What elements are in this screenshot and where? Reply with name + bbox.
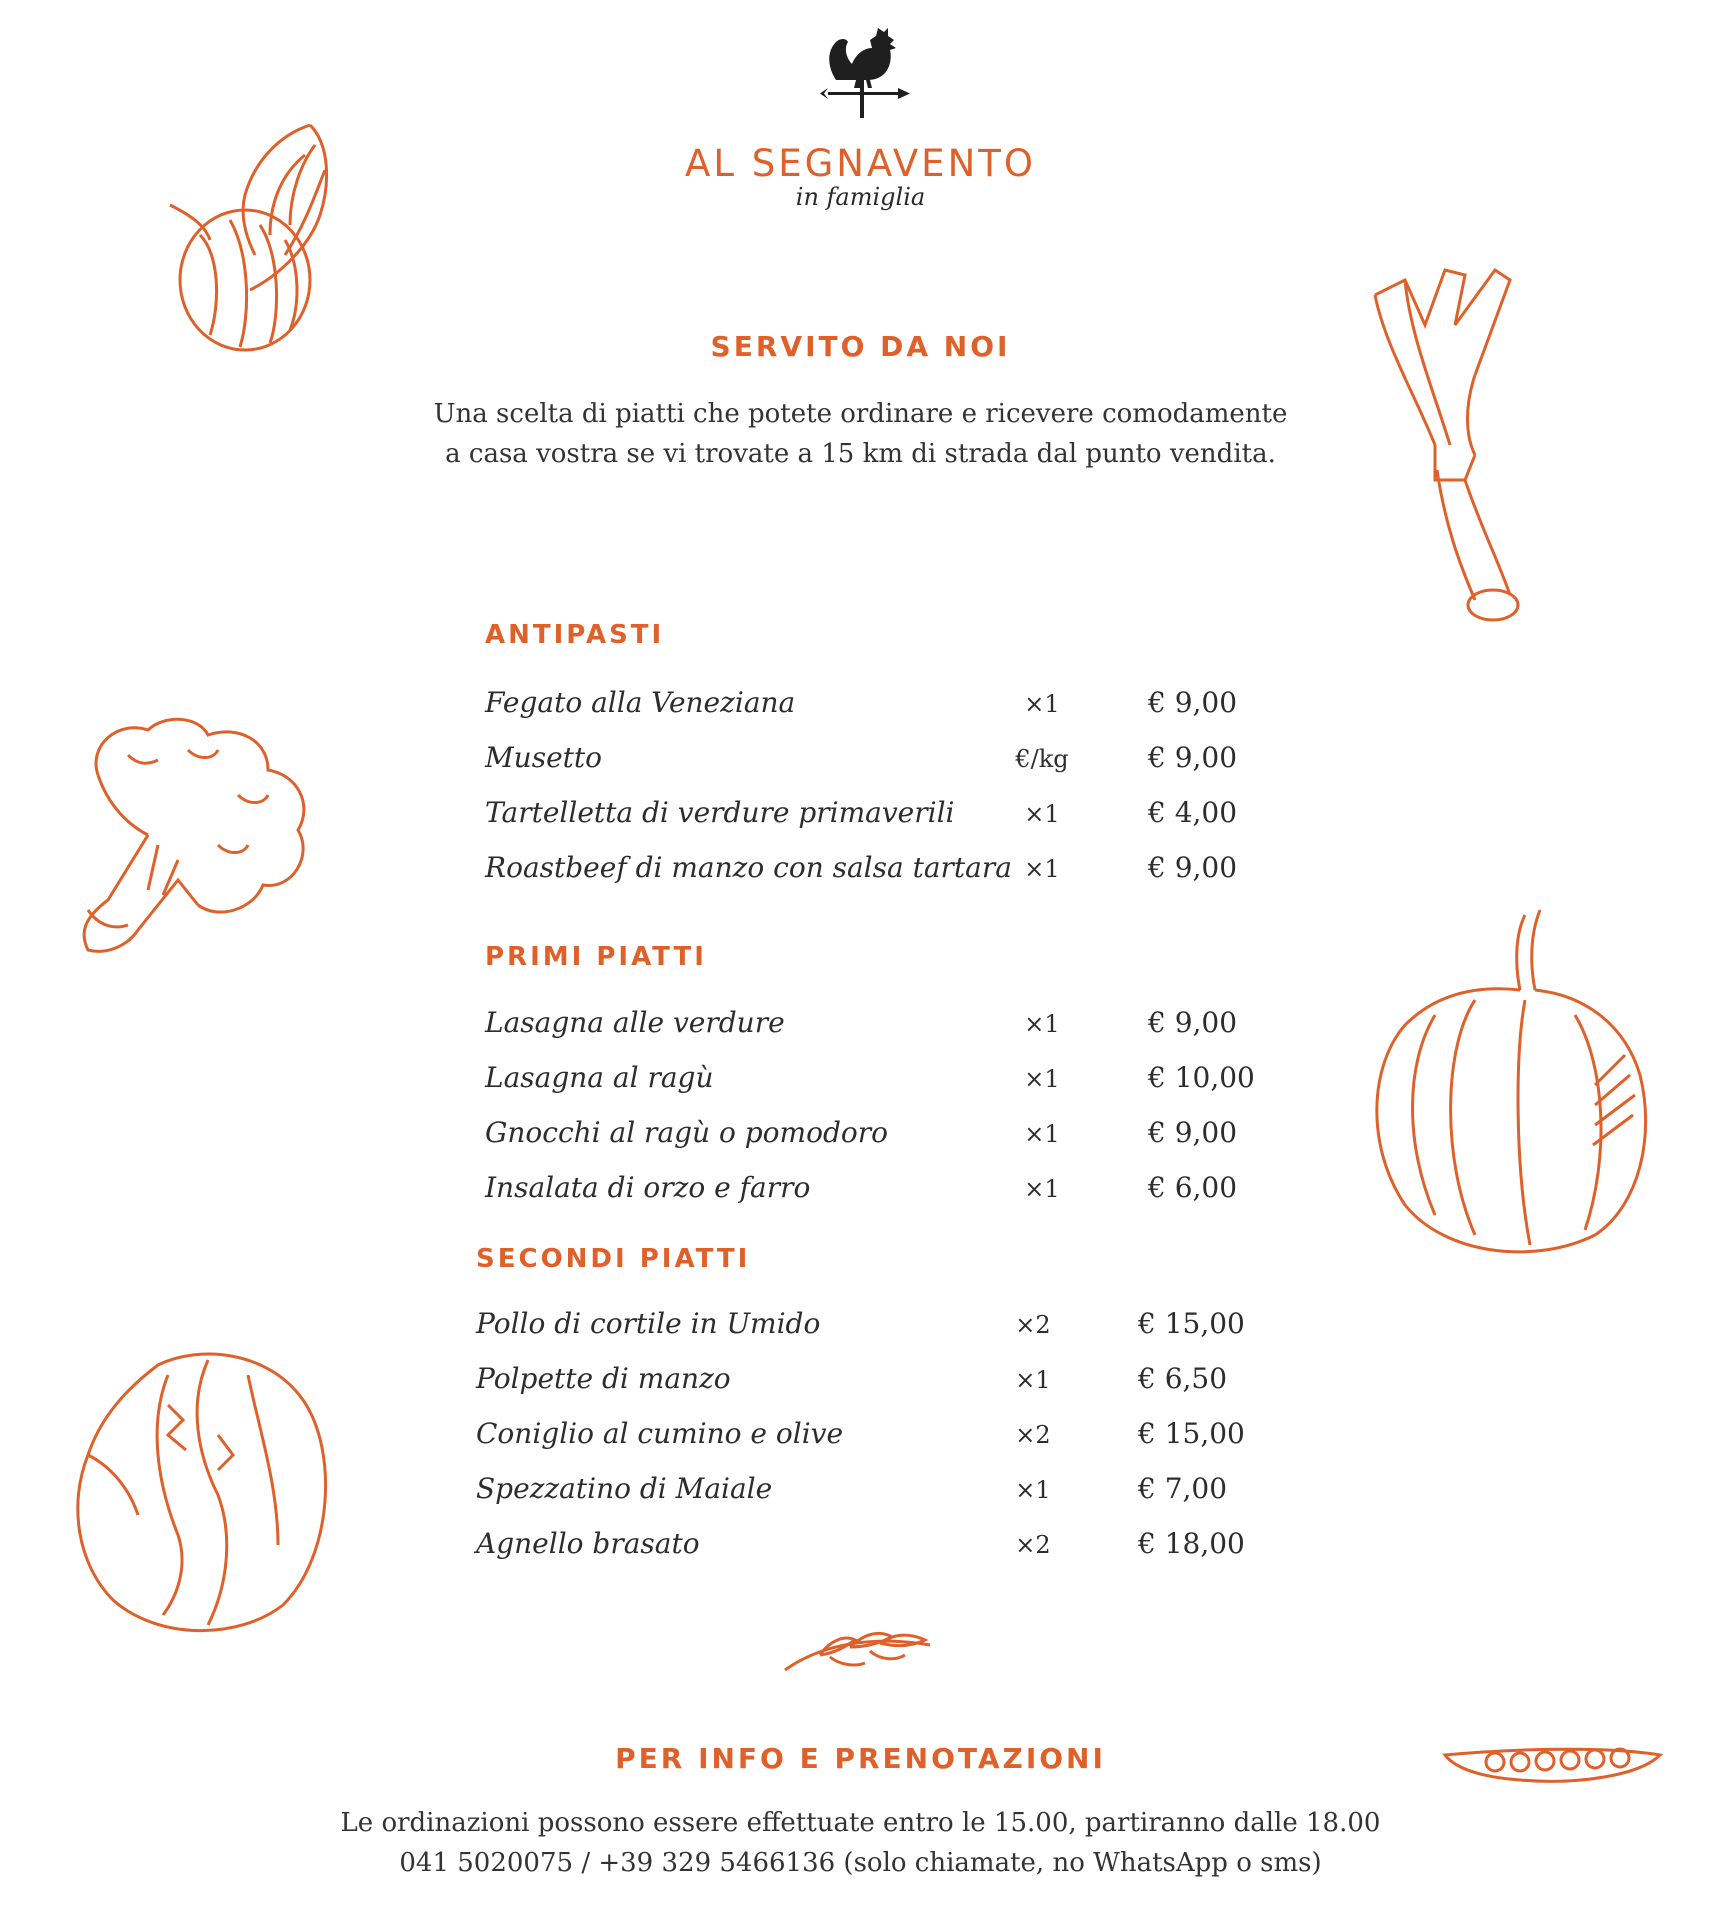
menu-item-name: Roastbeef di manzo con salsa tartara <box>485 851 1012 884</box>
category-antipasti-title: ANTIPASTI <box>485 620 665 650</box>
intro-title: SERVITO DA NOI <box>710 330 1011 363</box>
menu-item-price: € 18,00 <box>1138 1527 1245 1560</box>
menu-item-name: Lasagna alle verdure <box>485 1006 785 1039</box>
menu-item-price: € 9,00 <box>1148 851 1238 884</box>
menu-item-qty: ×1 <box>1015 1366 1051 1394</box>
brand-name: AL SEGNAVENTO <box>685 142 1036 185</box>
menu-item-name: Coniglio al cumino e olive <box>476 1417 844 1450</box>
menu-item-name: Tartelletta di verdure primaverili <box>485 796 955 829</box>
menu-item-qty: ×1 <box>1024 690 1060 718</box>
leaf-icon <box>780 1625 940 1675</box>
footer-order-info: Le ordinazioni possono essere effettuate entro le 15.00, partiranno dalle 18.00 <box>340 1808 1381 1838</box>
category-primi-title: PRIMI PIATTI <box>485 942 707 972</box>
menu-item-price: € 4,00 <box>1148 796 1238 829</box>
menu-item-name: Insalata di orzo e farro <box>485 1171 811 1204</box>
intro-line-2: a casa vostra se vi trovate a 15 km di strada dal punto vendita. <box>445 439 1276 469</box>
menu-item-name: Lasagna al ragù <box>485 1061 714 1094</box>
menu-item-price: € 6,50 <box>1138 1362 1228 1395</box>
menu-item-name: Pollo di cortile in Umido <box>476 1307 821 1340</box>
menu-item-qty: ×1 <box>1024 855 1060 883</box>
menu-item-price: € 9,00 <box>1148 1116 1238 1149</box>
menu-item-price: € 7,00 <box>1138 1472 1228 1505</box>
menu-item-name: Fegato alla Veneziana <box>485 686 796 719</box>
menu-item-qty: ×1 <box>1024 1065 1060 1093</box>
pea-pod-icon <box>1440 1740 1665 1790</box>
menu-item-price: € 9,00 <box>1148 741 1238 774</box>
menu-item-qty: ×1 <box>1024 1175 1060 1203</box>
menu-item-qty: ×2 <box>1015 1531 1051 1559</box>
menu-item-qty: €/kg <box>1015 745 1069 773</box>
menu-item-qty: ×1 <box>1015 1476 1051 1504</box>
menu-item-price: € 15,00 <box>1138 1307 1245 1340</box>
menu-item-name: Spezzatino di Maiale <box>476 1472 773 1505</box>
footer-phone-info: 041 5020075 / +39 329 5466136 (solo chiamate, no WhatsApp o sms) <box>399 1848 1322 1878</box>
menu-item-name: Gnocchi al ragù o pomodoro <box>485 1116 888 1149</box>
rooster-weathervane-icon <box>806 18 916 128</box>
menu-item-qty: ×2 <box>1015 1311 1051 1339</box>
category-secondi-title: SECONDI PIATTI <box>476 1244 751 1274</box>
menu-item-qty: ×1 <box>1024 800 1060 828</box>
menu-item-price: € 6,00 <box>1148 1171 1238 1204</box>
onion-icon <box>160 115 390 360</box>
menu-item-qty: ×2 <box>1015 1421 1051 1449</box>
footer-title: PER INFO E PRENOTAZIONI <box>615 1742 1106 1775</box>
cabbage-icon <box>68 1345 338 1640</box>
leek-icon <box>1365 265 1535 630</box>
brand-tagline: in famiglia <box>795 183 926 211</box>
menu-item-name: Agnello brasato <box>476 1527 700 1560</box>
cauliflower-icon <box>68 715 328 965</box>
pumpkin-icon <box>1365 905 1650 1265</box>
menu-item-qty: ×1 <box>1024 1010 1060 1038</box>
menu-item-qty: ×1 <box>1024 1120 1060 1148</box>
menu-item-price: € 9,00 <box>1148 1006 1238 1039</box>
menu-item-price: € 9,00 <box>1148 686 1238 719</box>
menu-item-name: Musetto <box>485 741 603 774</box>
menu-item-price: € 10,00 <box>1148 1061 1255 1094</box>
menu-item-name: Polpette di manzo <box>476 1362 731 1395</box>
intro-line-1: Una scelta di piatti che potete ordinare e ricevere comodamente <box>433 399 1288 429</box>
menu-item-price: € 15,00 <box>1138 1417 1245 1450</box>
